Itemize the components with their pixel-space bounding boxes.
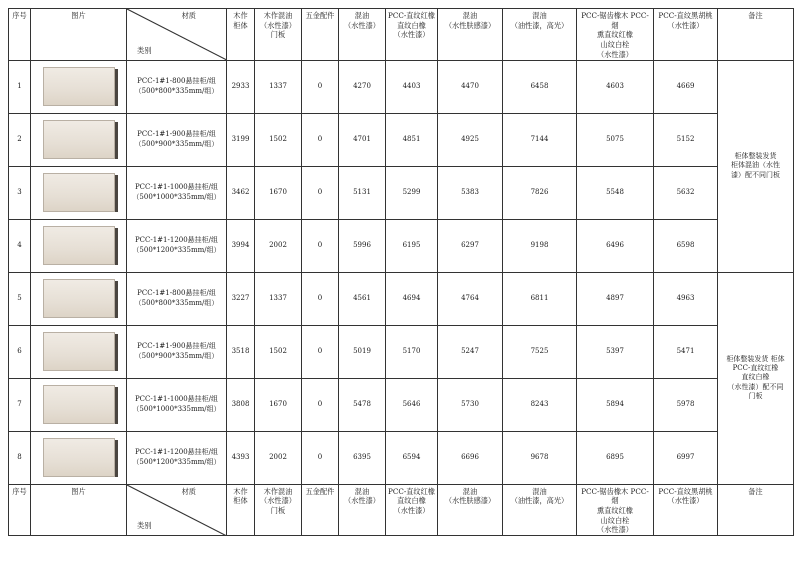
price-cell: 1502 (255, 325, 302, 378)
row-number: 1 (9, 60, 31, 113)
header-no: 序号 (9, 9, 31, 61)
price-cell: 0 (302, 325, 339, 378)
price-cell: 6594 (386, 431, 438, 484)
price-cell: 5978 (654, 378, 718, 431)
text-line: （水性漆） (393, 506, 430, 516)
text-line: 五金配件 (305, 11, 335, 20)
text-line: （水性漆） (344, 20, 380, 30)
price-cell: 1670 (255, 378, 302, 431)
header-col-3 (339, 9, 386, 61)
product-image-cell (31, 431, 127, 484)
header-col-3 (339, 484, 386, 536)
text-line: 柜体整装发货 柜体 (726, 354, 785, 363)
price-cell: 5894 (577, 378, 654, 431)
product-image-cell (31, 166, 127, 219)
cabinet-swatch-image (43, 385, 115, 424)
header-col-2 (302, 484, 339, 536)
row-number: 2 (9, 113, 31, 166)
product-name (127, 272, 227, 325)
text-line: 混油 (532, 486, 547, 496)
price-cell: 4669 (654, 60, 718, 113)
text-line: 门板 (748, 392, 763, 401)
text-line: PCC-1#1-900悬挂柜/组 (137, 130, 216, 139)
text-line: （水性漆） (393, 30, 430, 40)
header-remark: 备注 (718, 484, 794, 536)
header-col-4 (386, 9, 438, 61)
text-line: 山纹白栓 (600, 515, 630, 525)
text-line: 混油 (462, 486, 478, 496)
text-line: 混油 (354, 11, 370, 20)
text-line: 柜体 (233, 20, 248, 30)
row-number: 7 (9, 378, 31, 431)
text-line: （水性漆） (344, 496, 380, 506)
price-cell: 6297 (438, 219, 503, 272)
price-cell: 3808 (227, 378, 255, 431)
text-line: 混油 (532, 11, 547, 20)
price-cell: 5478 (339, 378, 386, 431)
text-line: （水性肤感漆） (444, 496, 496, 506)
table-row (9, 166, 794, 219)
price-cell: 5632 (654, 166, 718, 219)
price-cell: 6395 (339, 431, 386, 484)
header-col-4 (386, 484, 438, 536)
row-number: 4 (9, 219, 31, 272)
price-cell: 8243 (503, 378, 577, 431)
price-cell: 3994 (227, 219, 255, 272)
text-line: （500*1000*335mm/组） (132, 192, 221, 201)
remark-cell (718, 60, 794, 272)
price-cell: 3462 (227, 166, 255, 219)
price-cell: 5646 (386, 378, 438, 431)
cabinet-swatch-image (43, 120, 115, 159)
price-cell: 5730 (438, 378, 503, 431)
cabinet-swatch-image (43, 67, 115, 106)
product-name (127, 378, 227, 431)
text-line: 熏直纹红橡 (597, 30, 633, 40)
price-cell: 4851 (386, 113, 438, 166)
product-name (127, 166, 227, 219)
cabinet-swatch-image (43, 332, 115, 371)
table-row (9, 378, 794, 431)
price-cell: 1502 (255, 113, 302, 166)
price-cell: 1337 (255, 272, 302, 325)
price-cell: 6598 (654, 219, 718, 272)
price-cell: 5247 (438, 325, 503, 378)
price-cell: 6458 (503, 60, 577, 113)
text-line: 门板 (270, 30, 286, 40)
header-row (9, 484, 794, 536)
text-line: PCC-1#1-1000悬挂柜/组 (134, 183, 219, 192)
text-line: （水性漆）配不同 (727, 382, 784, 391)
row-number: 6 (9, 325, 31, 378)
price-cell: 4470 (438, 60, 503, 113)
price-cell: 5152 (654, 113, 718, 166)
text-line: 山纹白栓 (600, 40, 630, 50)
price-cell: 6496 (577, 219, 654, 272)
text-line: PCC-锯齿橡木 PCC-烟 (581, 11, 649, 30)
price-cell: 4403 (386, 60, 438, 113)
text-line: （500*1200*335mm/组） (132, 457, 221, 466)
text-line: 柜体混油（水性 (731, 161, 780, 170)
text-line: 五金配件 (305, 486, 335, 496)
text-line: 直纹白橡 (741, 373, 770, 382)
price-cell: 4270 (339, 60, 386, 113)
text-line: 混油 (354, 486, 370, 496)
price-cell: 5471 (654, 325, 718, 378)
text-line: 柜体 (233, 496, 248, 506)
text-line: PCC-1#1-900悬挂柜/组 (137, 342, 216, 351)
text-line: 熏直纹红橡 (597, 506, 633, 516)
product-image-cell (31, 219, 127, 272)
price-cell: 2002 (255, 219, 302, 272)
header-picture: 图片 (31, 484, 127, 536)
header-col-5 (438, 9, 503, 61)
price-cell: 2933 (227, 60, 255, 113)
remark-cell (718, 272, 794, 484)
price-cell: 6895 (577, 431, 654, 484)
product-name (127, 325, 227, 378)
cabinet-swatch-image (43, 226, 115, 265)
header-row (9, 9, 794, 61)
cabinet-swatch-image (43, 279, 115, 318)
price-cell: 0 (302, 60, 339, 113)
text-line: 门板 (270, 506, 286, 516)
header-category: 类别 (137, 521, 152, 531)
price-cell: 7826 (503, 166, 577, 219)
text-line: PCC-直纹红橡 (387, 486, 435, 496)
header-material-category (127, 9, 227, 61)
text-line: （油性漆，高光） (510, 20, 569, 30)
price-cell: 5383 (438, 166, 503, 219)
product-image-cell (31, 272, 127, 325)
header-col-1 (255, 9, 302, 61)
header-col-7 (577, 9, 654, 61)
cabinet-swatch-image (43, 173, 115, 212)
price-cell: 4963 (654, 272, 718, 325)
table-row (9, 113, 794, 166)
price-cell: 5131 (339, 166, 386, 219)
header-col-8 (654, 484, 718, 536)
price-cell: 5299 (386, 166, 438, 219)
text-line: 直纹白橡 (397, 20, 426, 30)
text-line: 木作 (233, 486, 248, 496)
price-cell: 0 (302, 166, 339, 219)
header-col-6 (503, 484, 577, 536)
text-line: （500*900*335mm/组） (134, 139, 219, 148)
header-material-category (127, 484, 227, 536)
text-line: 漆）配不同门板 (731, 170, 780, 179)
product-name (127, 60, 227, 113)
text-line: PCC-1#1-800悬挂柜/组 (137, 289, 216, 298)
text-line: （水性漆） (597, 525, 633, 535)
price-cell: 4701 (339, 113, 386, 166)
table-row (9, 431, 794, 484)
header-category: 类别 (137, 45, 152, 55)
product-name (127, 219, 227, 272)
header-col-6 (503, 9, 577, 61)
header-col-0 (227, 484, 255, 536)
text-line: （500*800*335mm/组） (134, 298, 219, 307)
price-cell: 5170 (386, 325, 438, 378)
price-cell: 6696 (438, 431, 503, 484)
price-cell: 1670 (255, 166, 302, 219)
price-cell: 3199 (227, 113, 255, 166)
text-line: PCC-直纹红橡 (732, 363, 779, 372)
text-line: PCC-1#1-1200悬挂柜/组 (134, 448, 219, 457)
product-image-cell (31, 60, 127, 113)
text-line: （500*1200*335mm/组） (132, 245, 221, 254)
price-cell: 6195 (386, 219, 438, 272)
text-line: （水性肤感漆） (444, 20, 496, 30)
price-cell: 6811 (503, 272, 577, 325)
product-image-cell (31, 113, 127, 166)
text-line: 木作混油 (263, 486, 293, 496)
table-row (9, 60, 794, 113)
header-col-7 (577, 484, 654, 536)
text-line: PCC-直纹黑胡桃 (658, 486, 713, 496)
price-cell: 7144 (503, 113, 577, 166)
price-cell: 4764 (438, 272, 503, 325)
text-line: PCC-1#1-800悬挂柜/组 (137, 77, 216, 86)
header-remark: 备注 (718, 9, 794, 61)
text-line: PCC-直纹红橡 (387, 11, 435, 20)
price-cell: 0 (302, 378, 339, 431)
price-cell: 7525 (503, 325, 577, 378)
text-line: （500*1000*335mm/组） (132, 404, 221, 413)
text-line: 木作 (233, 11, 248, 20)
price-cell: 1337 (255, 60, 302, 113)
text-line: （500*900*335mm/组） (134, 351, 219, 360)
row-number: 3 (9, 166, 31, 219)
header-col-1 (255, 484, 302, 536)
text-line: PCC-1#1-1000悬挂柜/组 (134, 395, 219, 404)
price-cell: 5996 (339, 219, 386, 272)
price-cell: 5019 (339, 325, 386, 378)
header-col-8 (654, 9, 718, 61)
row-number: 8 (9, 431, 31, 484)
header-material: 材质 (181, 486, 196, 496)
price-cell: 9678 (503, 431, 577, 484)
text-line: PCC-1#1-1200悬挂柜/组 (134, 236, 219, 245)
text-line: 直纹白橡 (397, 496, 426, 506)
cabinet-swatch-image (43, 438, 115, 477)
price-cell: 3227 (227, 272, 255, 325)
table-row (9, 325, 794, 378)
text-line: PCC-锯齿橡木 PCC-烟 (581, 486, 649, 506)
price-cell: 4897 (577, 272, 654, 325)
price-cell: 0 (302, 272, 339, 325)
price-cell: 3518 (227, 325, 255, 378)
price-cell: 0 (302, 219, 339, 272)
text-line: （水性漆） (260, 20, 296, 30)
header-col-5 (438, 484, 503, 536)
product-name (127, 113, 227, 166)
table-row (9, 272, 794, 325)
text-line: （水性漆） (597, 49, 633, 59)
row-number: 5 (9, 272, 31, 325)
price-cell: 4603 (577, 60, 654, 113)
text-line: （500*800*335mm/组） (134, 86, 219, 95)
price-cell: 5397 (577, 325, 654, 378)
header-no: 序号 (9, 484, 31, 536)
header-col-0 (227, 9, 255, 61)
price-cell: 9198 (503, 219, 577, 272)
header-material: 材质 (181, 11, 196, 20)
price-cell: 0 (302, 431, 339, 484)
text-line: 木作混油 (263, 11, 293, 20)
price-cell: 0 (302, 113, 339, 166)
text-line: （油性漆，高光） (510, 496, 569, 506)
header-picture: 图片 (31, 9, 127, 61)
text-line: （水性漆） (260, 496, 296, 506)
text-line: （水性漆） (667, 496, 704, 506)
price-cell: 5548 (577, 166, 654, 219)
product-image-cell (31, 378, 127, 431)
price-cell: 4561 (339, 272, 386, 325)
text-line: （水性漆） (667, 20, 704, 30)
price-cell: 4694 (386, 272, 438, 325)
product-image-cell (31, 325, 127, 378)
price-cell: 4925 (438, 113, 503, 166)
table-row (9, 219, 794, 272)
text-line: 柜体整装发货 (734, 151, 777, 160)
price-cell: 2002 (255, 431, 302, 484)
text-line: 混油 (462, 11, 478, 20)
header-col-2 (302, 9, 339, 61)
price-cell: 6997 (654, 431, 718, 484)
product-name (127, 431, 227, 484)
price-cell: 4393 (227, 431, 255, 484)
text-line: PCC-直纹黑胡桃 (658, 11, 713, 20)
price-cell: 5075 (577, 113, 654, 166)
price-table (8, 8, 794, 536)
